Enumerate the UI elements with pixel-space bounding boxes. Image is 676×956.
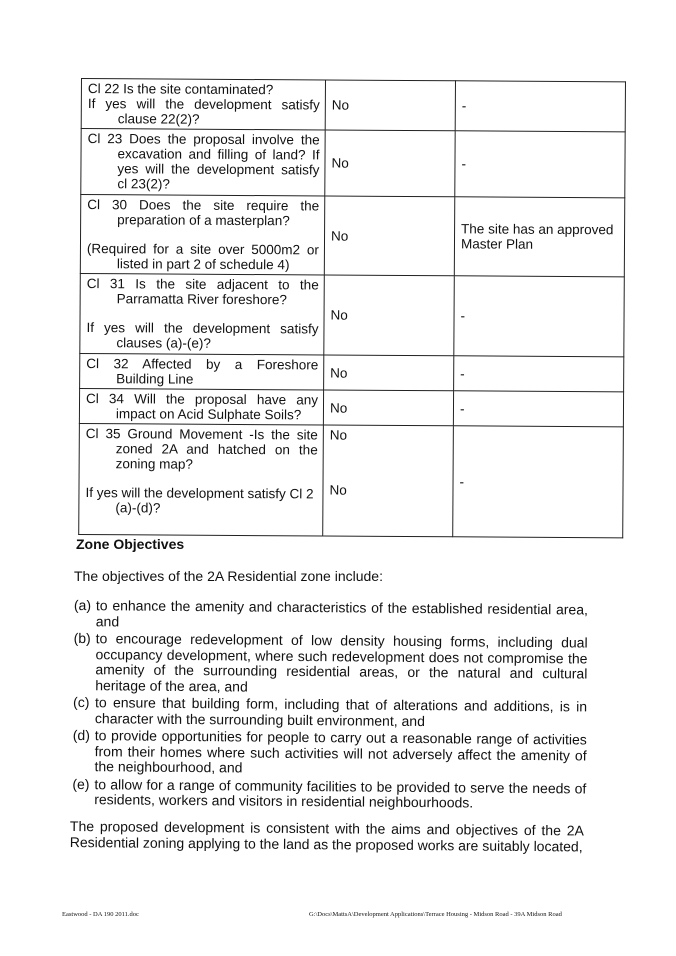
list-item-text: to encourage redevelopment of low density housing forms, including dual occupancy development, where such redevelopment does not compromise the amenity of the surrounding residential areas, or the natural and cultural heritage of the area, and: [95, 630, 588, 695]
question-cell: [80, 353, 324, 389]
answer-text: No: [329, 427, 348, 443]
question-text: If yes will the development satisfy: [87, 96, 320, 113]
question-text: (Required for a site over 5000m2 or: [86, 241, 319, 258]
question-text: Parramatta River foreshore?: [116, 291, 288, 308]
question-text: Building Line: [116, 371, 194, 387]
table-row: [80, 273, 624, 356]
question-text: impact on Acid Sulphate Soils?: [115, 406, 302, 423]
section-heading: Zone Objectives: [76, 536, 185, 552]
list-item-text: to ensure that building form, including that of alterations and additions, is in character with the surrounding built environment, and: [94, 694, 588, 729]
comment-cell: -: [454, 276, 624, 357]
question-text: Cl 22 Is the site contaminated?: [87, 81, 274, 98]
list-item: [73, 631, 588, 697]
footer-filename: Eastwood - DA 190 2011.doc: [62, 911, 139, 918]
comment-cell: -: [453, 391, 623, 427]
list-item-label: (c): [73, 693, 90, 711]
footer-path: G:\Docs\MattsA\Development Applications\Terrace Housing - Midson Road - 39A Midson Road: [309, 911, 562, 918]
comment-cell: -: [453, 426, 624, 538]
table-row: [80, 195, 624, 277]
question-text: listed in part 2 of schedule 4): [116, 256, 290, 273]
section-intro: The objectives of the 2A Residential zone include:: [74, 568, 383, 584]
list-item-label: (b): [73, 629, 91, 647]
question-text: Cl 34 Will the proposal have any: [85, 391, 319, 408]
question-text: Cl 31 Is the site adjacent to the: [86, 276, 319, 293]
comment-cell: -: [455, 81, 625, 132]
answer-cell: No: [324, 196, 454, 276]
question-cell: [81, 79, 325, 130]
table-row: [81, 79, 625, 132]
list-item-label: (d): [72, 726, 90, 744]
list-item: [72, 776, 586, 811]
question-text: Cl 23 Does the proposal involve the: [87, 131, 320, 148]
list-item-label: (e): [72, 775, 90, 792]
objectives-list: [72, 598, 588, 814]
list-item-text: to provide opportunities for people to carry out a reasonable range of activities from their homes where such activities will not adversely affect the amenity of the neighbourhood, and: [94, 727, 587, 776]
answer-cell: No: [324, 275, 454, 356]
question-text: clauses (a)-(e)?: [116, 335, 211, 351]
answer-text: No: [329, 482, 347, 498]
question-text: Cl 32 Affected by a Foreshore: [86, 356, 319, 373]
answer-cell: No: [323, 390, 453, 426]
question-text: zoned 2A and hatched on the: [115, 441, 318, 458]
list-item: [74, 598, 588, 633]
answer-cell: No: [325, 80, 455, 131]
comment-cell: -: [455, 131, 625, 198]
answer-cell: [323, 425, 454, 537]
question-text: clause 22(2)?: [117, 111, 200, 127]
question-text: Cl 30 Does the site require the: [87, 197, 320, 214]
comment-cell: -: [454, 356, 624, 392]
question-text: yes will the development satisfy: [117, 161, 320, 178]
answer-cell: No: [325, 130, 455, 197]
question-text: excavation and filling of land? If: [117, 146, 320, 163]
question-text: If yes will the development satisfy Cl 2: [85, 485, 314, 502]
list-item-text: to allow for a range of community facilities to be provided to serve the needs of residents, workers and visitors in residential neighbourhoods.: [94, 775, 587, 811]
question-text: Cl 35 Ground Movement -Is the site: [85, 426, 318, 443]
list-item-label: (a): [73, 597, 92, 614]
table-row: [79, 423, 624, 537]
list-item: [72, 728, 586, 779]
question-cell: [80, 195, 324, 275]
table-row: [79, 388, 623, 426]
question-text: cl 23(2)?: [117, 176, 170, 192]
question-text: preparation of a masterplan?: [117, 212, 290, 229]
question-text: If yes will the development satisfy: [86, 320, 319, 337]
question-text: zoning map?: [115, 456, 194, 472]
answer-cell: No: [324, 355, 454, 391]
question-text: (a)-(d)?: [115, 500, 161, 516]
question-cell: [81, 129, 325, 196]
comment-cell: The site has an approved Master Plan: [454, 197, 624, 277]
list-item-text: to enhance the amenity and characteristics of the established residential area, and: [95, 597, 588, 629]
question-cell: [80, 273, 324, 354]
question-cell: [79, 423, 324, 535]
table-row: [80, 353, 624, 391]
table-row: [81, 129, 625, 198]
question-cell: [79, 388, 323, 424]
closing-paragraph: The proposed development is consistent with the aims and objectives of the 2A Residential zoning applying to the land as the proposed works are suitably located,: [69, 818, 584, 855]
compliance-table: [78, 78, 626, 538]
list-item: [73, 695, 587, 730]
